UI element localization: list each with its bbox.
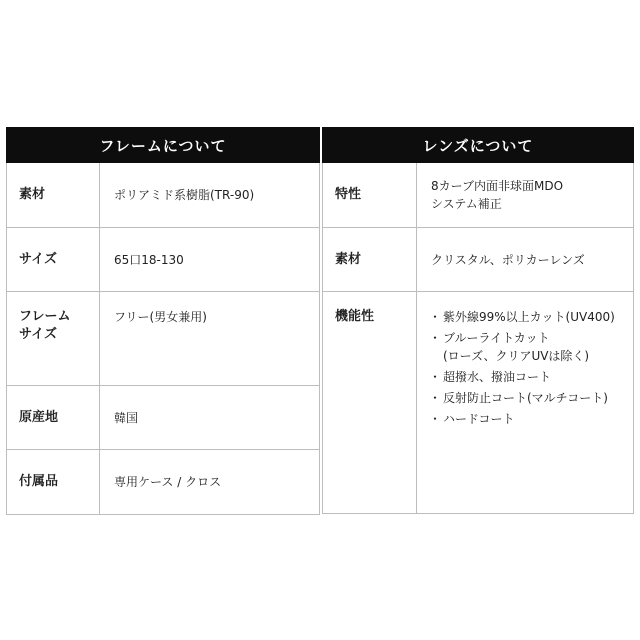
lens-spec-table — [322, 163, 634, 514]
lens-row-property — [323, 163, 633, 227]
feature-text: ブルーライトカット — [443, 331, 550, 345]
feature-item — [431, 329, 615, 347]
lens-spec-panel — [322, 127, 634, 514]
row-label: 原産地 — [7, 386, 100, 449]
row-label — [7, 292, 100, 385]
row-value: クリスタル、ポリカーレンズ — [431, 252, 585, 267]
row-label: 素材 — [7, 163, 100, 227]
row-value-line: 8カーブ内面非球面MDO — [431, 179, 564, 193]
row-value: 専用ケース / クロス — [114, 475, 222, 489]
row-label: サイズ — [7, 228, 100, 291]
frame-row-origin — [7, 385, 319, 449]
frame-section-header: フレームについて — [6, 127, 320, 163]
feature-item: ・ 反射防止コート(マルチコート) — [431, 389, 615, 407]
row-label: 素材 — [323, 228, 417, 291]
feature-item: ・ 超撥水、撥油コート — [431, 368, 615, 386]
row-label: 特性 — [323, 163, 417, 227]
lens-section-header: レンズについて — [322, 127, 634, 163]
feature-item: ・ ハードコート — [431, 410, 615, 428]
frame-spec-panel — [6, 127, 320, 515]
row-value: フリー(男女兼用) — [114, 310, 207, 324]
frame-spec-table — [6, 163, 320, 515]
frame-row-accessories — [7, 449, 319, 514]
frame-row-frame-size — [7, 291, 319, 385]
row-value: ポリアミド系樹脂(TR-90) — [114, 188, 255, 202]
row-label-line: サイズ — [19, 327, 57, 342]
row-label: 機能性 — [323, 292, 417, 513]
frame-row-material — [7, 163, 319, 227]
row-value-line: システム補正 — [431, 197, 502, 211]
row-label: 付属品 — [7, 450, 100, 514]
row-value — [417, 292, 633, 513]
feature-list — [431, 308, 615, 431]
row-label-line: フレーム — [19, 309, 71, 324]
feature-item-continuation — [431, 347, 615, 365]
feature-text: (ローズ、クリアUVは除く) — [443, 349, 590, 363]
row-value: 韓国 — [114, 410, 139, 425]
row-value — [417, 163, 633, 227]
frame-row-size — [7, 227, 319, 291]
lens-row-material — [323, 227, 633, 291]
lens-row-features — [323, 291, 633, 513]
row-value: 65口18-130 — [114, 252, 184, 267]
feature-item: ・ 紫外線99%以上カット(UV400) — [431, 308, 615, 326]
